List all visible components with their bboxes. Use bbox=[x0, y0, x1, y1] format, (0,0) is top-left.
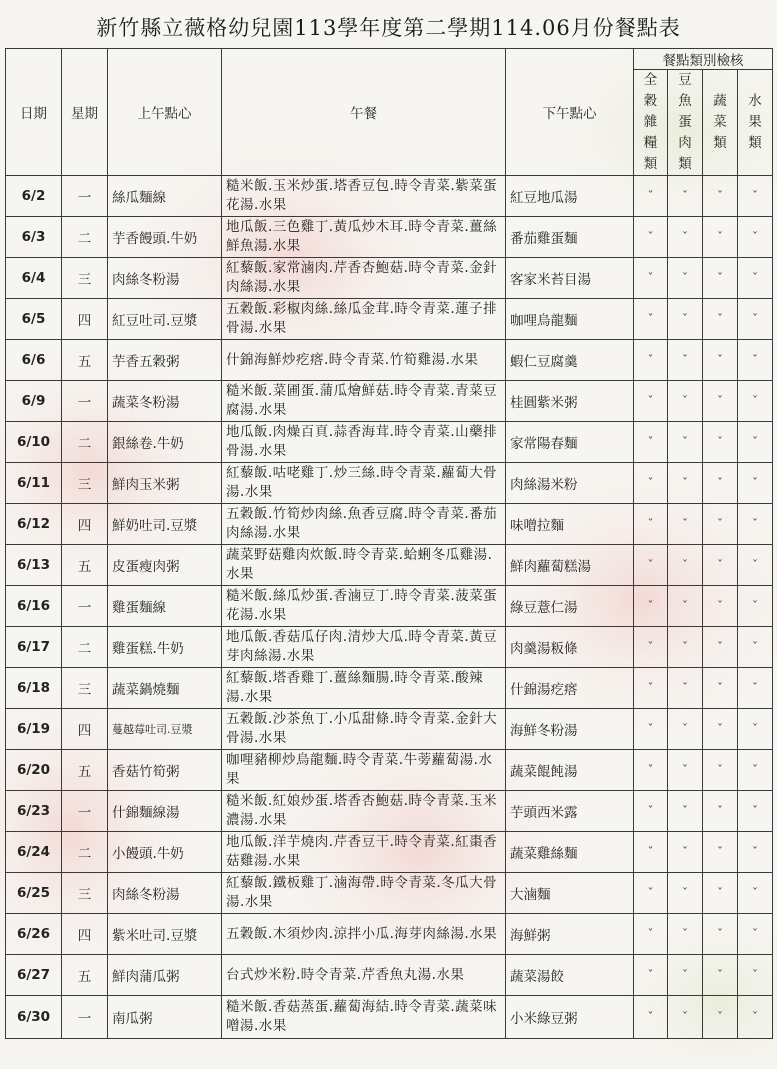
lunch-cell: 五穀飯.沙茶魚丁.小瓜甜條.時令青菜.金針大骨湯.水果 bbox=[222, 709, 506, 750]
header-fruit bbox=[738, 70, 773, 176]
morning-snack-cell: 紫米吐司.豆漿 bbox=[108, 914, 222, 955]
weekday-cell: 二 bbox=[62, 217, 108, 258]
check-grains: ˇ bbox=[634, 791, 668, 832]
check-fruit: ˇ bbox=[738, 217, 773, 258]
check-grains: ˇ bbox=[634, 668, 668, 709]
check-fruit: ˇ bbox=[738, 996, 773, 1039]
morning-snack-cell: 鮮肉玉米粥 bbox=[108, 463, 222, 504]
check-grains: ˇ bbox=[634, 914, 668, 955]
afternoon-snack-cell: 蔬菜餛飩湯 bbox=[506, 750, 634, 791]
morning-snack-cell: 鮮肉蒲瓜粥 bbox=[108, 955, 222, 996]
afternoon-snack-cell: 咖哩烏龍麵 bbox=[506, 299, 634, 340]
morning-snack-cell: 蔬菜冬粉湯 bbox=[108, 381, 222, 422]
check-vegetables: ˇ bbox=[703, 668, 738, 709]
lunch-cell: 紅藜飯.咕咾雞丁.炒三絲.時令青菜.蘿蔔大骨湯.水果 bbox=[222, 463, 506, 504]
morning-snack-cell: 香菇竹筍粥 bbox=[108, 750, 222, 791]
lunch-cell: 糙米飯.香菇蒸蛋.蘿蔔海結.時令青菜.蔬菜味噌湯.水果 bbox=[222, 996, 506, 1039]
lunch-cell: 五穀飯.竹筍炒肉絲.魚香豆腐.時令青菜.番茄肉絲湯.水果 bbox=[222, 504, 506, 545]
header-protein bbox=[668, 70, 703, 176]
header-char: 雜 bbox=[643, 114, 658, 130]
lunch-cell: 紅藜飯.塔香雞丁.薑絲麵腸.時令青菜.酸辣湯.水果 bbox=[222, 668, 506, 709]
weekday-cell: 五 bbox=[62, 340, 108, 381]
weekday-cell: 二 bbox=[62, 422, 108, 463]
header-char: 魚 bbox=[678, 93, 692, 109]
lunch-cell: 地瓜飯.肉燥百頁.蒜香海茸.時令青菜.山藥排骨湯.水果 bbox=[222, 422, 506, 463]
menu-row bbox=[6, 299, 773, 340]
weekday-cell: 四 bbox=[62, 914, 108, 955]
menu-row bbox=[6, 709, 773, 750]
date-cell: 6/25 bbox=[6, 873, 62, 914]
check-protein: ˇ bbox=[668, 627, 703, 668]
date-cell: 6/6 bbox=[6, 340, 62, 381]
morning-snack-cell: 小饅頭.牛奶 bbox=[108, 832, 222, 873]
afternoon-snack-cell: 蔬菜雞絲麵 bbox=[506, 832, 634, 873]
header-grains bbox=[634, 70, 668, 176]
menu-table bbox=[5, 48, 773, 1039]
check-protein: ˇ bbox=[668, 832, 703, 873]
weekday-cell: 三 bbox=[62, 258, 108, 299]
morning-snack-cell: 芋香五穀粥 bbox=[108, 340, 222, 381]
check-vegetables: ˇ bbox=[703, 299, 738, 340]
date-cell: 6/17 bbox=[6, 627, 62, 668]
check-fruit: ˇ bbox=[738, 422, 773, 463]
date-cell: 6/10 bbox=[6, 422, 62, 463]
check-vegetables: ˇ bbox=[703, 422, 738, 463]
afternoon-snack-cell: 紅豆地瓜湯 bbox=[506, 176, 634, 217]
check-vegetables: ˇ bbox=[703, 914, 738, 955]
check-grains: ˇ bbox=[634, 422, 668, 463]
check-vegetables: ˇ bbox=[703, 873, 738, 914]
check-fruit: ˇ bbox=[738, 914, 773, 955]
check-vegetables: ˇ bbox=[703, 791, 738, 832]
menu-row bbox=[6, 504, 773, 545]
date-cell: 6/3 bbox=[6, 217, 62, 258]
weekday-cell: 三 bbox=[62, 873, 108, 914]
morning-snack-cell: 什錦麵線湯 bbox=[108, 791, 222, 832]
check-fruit: ˇ bbox=[738, 791, 773, 832]
check-fruit: ˇ bbox=[738, 709, 773, 750]
check-protein: ˇ bbox=[668, 258, 703, 299]
check-vegetables: ˇ bbox=[703, 709, 738, 750]
date-cell: 6/23 bbox=[6, 791, 62, 832]
afternoon-snack-cell: 鮮肉蘿蔔糕湯 bbox=[506, 545, 634, 586]
weekday-cell: 五 bbox=[62, 750, 108, 791]
check-vegetables: ˇ bbox=[703, 750, 738, 791]
lunch-cell: 紅藜飯.家常滷肉.芹香杏鮑菇.時令青菜.金針肉絲湯.水果 bbox=[222, 258, 506, 299]
date-cell: 6/24 bbox=[6, 832, 62, 873]
check-vegetables: ˇ bbox=[703, 258, 738, 299]
check-protein: ˇ bbox=[668, 545, 703, 586]
check-protein: ˇ bbox=[668, 955, 703, 996]
weekday-cell: 一 bbox=[62, 381, 108, 422]
lunch-cell: 地瓜飯.洋芋燒肉.芹香豆干.時令青菜.紅棗香菇雞湯.水果 bbox=[222, 832, 506, 873]
afternoon-snack-cell: 蔬菜湯餃 bbox=[506, 955, 634, 996]
menu-row bbox=[6, 217, 773, 258]
check-grains: ˇ bbox=[634, 176, 668, 217]
header-lunch: 午餐 bbox=[222, 49, 506, 176]
afternoon-snack-cell: 什錦湯疙瘩 bbox=[506, 668, 634, 709]
afternoon-snack-cell: 大滷麵 bbox=[506, 873, 634, 914]
weekday-cell: 二 bbox=[62, 627, 108, 668]
menu-row bbox=[6, 832, 773, 873]
weekday-cell: 三 bbox=[62, 668, 108, 709]
check-fruit: ˇ bbox=[738, 545, 773, 586]
menu-row bbox=[6, 668, 773, 709]
morning-snack-cell: 絲瓜麵線 bbox=[108, 176, 222, 217]
morning-snack-cell: 雞蛋糕.牛奶 bbox=[108, 627, 222, 668]
weekday-cell: 一 bbox=[62, 996, 108, 1039]
menu-row bbox=[6, 381, 773, 422]
check-fruit: ˇ bbox=[738, 627, 773, 668]
menu-row bbox=[6, 340, 773, 381]
check-protein: ˇ bbox=[668, 750, 703, 791]
header-weekday: 星期 bbox=[62, 49, 108, 176]
check-vegetables: ˇ bbox=[703, 463, 738, 504]
menu-row bbox=[6, 627, 773, 668]
check-vegetables: ˇ bbox=[703, 504, 738, 545]
lunch-cell: 五穀飯.木須炒肉.涼拌小瓜.海芽肉絲湯.水果 bbox=[222, 914, 506, 955]
weekday-cell: 一 bbox=[62, 176, 108, 217]
date-cell: 6/5 bbox=[6, 299, 62, 340]
afternoon-snack-cell: 綠豆薏仁湯 bbox=[506, 586, 634, 627]
check-vegetables: ˇ bbox=[703, 545, 738, 586]
header-morning-snack: 上午點心 bbox=[108, 49, 222, 176]
check-vegetables: ˇ bbox=[703, 381, 738, 422]
check-fruit: ˇ bbox=[738, 668, 773, 709]
check-grains: ˇ bbox=[634, 832, 668, 873]
menu-row bbox=[6, 996, 773, 1039]
morning-snack-cell: 鮮奶吐司.豆漿 bbox=[108, 504, 222, 545]
date-cell: 6/26 bbox=[6, 914, 62, 955]
header-char: 水 bbox=[748, 93, 762, 109]
weekday-cell: 四 bbox=[62, 299, 108, 340]
header-char: 類 bbox=[713, 135, 727, 151]
page-title: 新竹縣立薇格幼兒園113學年度第二學期114.06月份餐點表 bbox=[96, 16, 681, 40]
check-fruit: ˇ bbox=[738, 586, 773, 627]
header-date: 日期 bbox=[6, 49, 62, 176]
header-vegetables bbox=[703, 70, 738, 176]
menu-row bbox=[6, 586, 773, 627]
afternoon-snack-cell: 味噌拉麵 bbox=[506, 504, 634, 545]
lunch-cell: 五穀飯.彩椒肉絲.絲瓜金茸.時令青菜.蓮子排骨湯.水果 bbox=[222, 299, 506, 340]
weekday-cell: 一 bbox=[62, 791, 108, 832]
lunch-cell: 糙米飯.菜圃蛋.蒲瓜燴鮮菇.時令青菜.青菜豆腐湯.水果 bbox=[222, 381, 506, 422]
check-fruit: ˇ bbox=[738, 340, 773, 381]
morning-snack-cell: 蔬菜鍋燒麵 bbox=[108, 668, 222, 709]
weekday-cell: 四 bbox=[62, 709, 108, 750]
morning-snack-cell: 南瓜粥 bbox=[108, 996, 222, 1039]
menu-row bbox=[6, 873, 773, 914]
date-cell: 6/2 bbox=[6, 176, 62, 217]
afternoon-snack-cell: 肉羹湯粄條 bbox=[506, 627, 634, 668]
menu-row bbox=[6, 463, 773, 504]
check-protein: ˇ bbox=[668, 709, 703, 750]
morning-snack-cell: 雞蛋麵線 bbox=[108, 586, 222, 627]
menu-row bbox=[6, 422, 773, 463]
afternoon-snack-cell: 蝦仁豆腐羹 bbox=[506, 340, 634, 381]
check-protein: ˇ bbox=[668, 586, 703, 627]
check-fruit: ˇ bbox=[738, 463, 773, 504]
check-protein: ˇ bbox=[668, 504, 703, 545]
header-char: 菜 bbox=[713, 114, 727, 130]
check-fruit: ˇ bbox=[738, 873, 773, 914]
weekday-cell: 五 bbox=[62, 955, 108, 996]
morning-snack-cell: 蔓越莓吐司.豆漿 bbox=[108, 709, 222, 750]
check-grains: ˇ bbox=[634, 258, 668, 299]
check-fruit: ˇ bbox=[738, 381, 773, 422]
menu-row bbox=[6, 914, 773, 955]
check-grains: ˇ bbox=[634, 627, 668, 668]
check-vegetables: ˇ bbox=[703, 627, 738, 668]
afternoon-snack-cell: 小米綠豆粥 bbox=[506, 996, 634, 1039]
check-fruit: ˇ bbox=[738, 955, 773, 996]
date-cell: 6/19 bbox=[6, 709, 62, 750]
check-protein: ˇ bbox=[668, 463, 703, 504]
date-cell: 6/27 bbox=[6, 955, 62, 996]
check-protein: ˇ bbox=[668, 299, 703, 340]
morning-snack-cell: 皮蛋瘦肉粥 bbox=[108, 545, 222, 586]
check-vegetables: ˇ bbox=[703, 340, 738, 381]
check-protein: ˇ bbox=[668, 422, 703, 463]
header-afternoon-snack: 下午點心 bbox=[506, 49, 634, 176]
lunch-cell: 蔬菜野菇雞肉炊飯.時令青菜.蛤蜊冬瓜雞湯.水果 bbox=[222, 545, 506, 586]
check-vegetables: ˇ bbox=[703, 217, 738, 258]
check-fruit: ˇ bbox=[738, 258, 773, 299]
check-protein: ˇ bbox=[668, 668, 703, 709]
lunch-cell: 地瓜飯.三色雞丁.黃瓜炒木耳.時令青菜.薑絲鮮魚湯.水果 bbox=[222, 217, 506, 258]
check-fruit: ˇ bbox=[738, 299, 773, 340]
check-grains: ˇ bbox=[634, 873, 668, 914]
check-grains: ˇ bbox=[634, 545, 668, 586]
check-vegetables: ˇ bbox=[703, 832, 738, 873]
check-grains: ˇ bbox=[634, 217, 668, 258]
lunch-cell: 糙米飯.紅娘炒蛋.塔香杏鮑菇.時令青菜.玉米濃湯.水果 bbox=[222, 791, 506, 832]
morning-snack-cell: 芋香饅頭.牛奶 bbox=[108, 217, 222, 258]
check-vegetables: ˇ bbox=[703, 176, 738, 217]
date-cell: 6/4 bbox=[6, 258, 62, 299]
check-fruit: ˇ bbox=[738, 750, 773, 791]
afternoon-snack-cell: 肉絲湯米粉 bbox=[506, 463, 634, 504]
weekday-cell: 三 bbox=[62, 463, 108, 504]
menu-row bbox=[6, 258, 773, 299]
weekday-cell: 四 bbox=[62, 504, 108, 545]
check-protein: ˇ bbox=[668, 176, 703, 217]
check-grains: ˇ bbox=[634, 299, 668, 340]
check-grains: ˇ bbox=[634, 504, 668, 545]
date-cell: 6/11 bbox=[6, 463, 62, 504]
date-cell: 6/12 bbox=[6, 504, 62, 545]
header-char: 類 bbox=[678, 156, 692, 172]
check-grains: ˇ bbox=[634, 996, 668, 1039]
header-char: 糧 bbox=[643, 135, 658, 151]
date-cell: 6/20 bbox=[6, 750, 62, 791]
header-char: 類 bbox=[643, 156, 658, 172]
afternoon-snack-cell: 客家米苔目湯 bbox=[506, 258, 634, 299]
header-char: 蛋 bbox=[678, 114, 692, 130]
check-fruit: ˇ bbox=[738, 504, 773, 545]
check-grains: ˇ bbox=[634, 340, 668, 381]
check-protein: ˇ bbox=[668, 873, 703, 914]
header-char: 肉 bbox=[678, 135, 692, 151]
afternoon-snack-cell: 番茄雞蛋麵 bbox=[506, 217, 634, 258]
morning-snack-cell: 紅豆吐司.豆漿 bbox=[108, 299, 222, 340]
check-protein: ˇ bbox=[668, 217, 703, 258]
lunch-cell: 紅藜飯.鐵板雞丁.滷海帶.時令青菜.冬瓜大骨湯.水果 bbox=[222, 873, 506, 914]
check-protein: ˇ bbox=[668, 381, 703, 422]
morning-snack-cell: 銀絲卷.牛奶 bbox=[108, 422, 222, 463]
afternoon-snack-cell: 海鮮粥 bbox=[506, 914, 634, 955]
check-vegetables: ˇ bbox=[703, 586, 738, 627]
header-check-group: 餐點類別檢核 bbox=[634, 49, 773, 70]
menu-row bbox=[6, 791, 773, 832]
menu-row bbox=[6, 955, 773, 996]
check-protein: ˇ bbox=[668, 914, 703, 955]
check-grains: ˇ bbox=[634, 750, 668, 791]
header-char: 類 bbox=[748, 135, 762, 151]
date-cell: 6/13 bbox=[6, 545, 62, 586]
afternoon-snack-cell: 桂圓紫米粥 bbox=[506, 381, 634, 422]
header-char: 豆 bbox=[678, 72, 692, 88]
afternoon-snack-cell: 芋頭西米露 bbox=[506, 791, 634, 832]
afternoon-snack-cell: 家常陽春麵 bbox=[506, 422, 634, 463]
lunch-cell: 什錦海鮮炒疙瘩.時令青菜.竹筍雞湯.水果 bbox=[222, 340, 506, 381]
header-char: 穀 bbox=[643, 93, 658, 109]
check-grains: ˇ bbox=[634, 381, 668, 422]
check-fruit: ˇ bbox=[738, 832, 773, 873]
header-char: 果 bbox=[748, 114, 762, 130]
header-char: 全 bbox=[643, 72, 658, 88]
afternoon-snack-cell: 海鮮冬粉湯 bbox=[506, 709, 634, 750]
check-fruit: ˇ bbox=[738, 176, 773, 217]
check-grains: ˇ bbox=[634, 586, 668, 627]
lunch-cell: 台式炒米粉.時令青菜.芹香魚丸湯.水果 bbox=[222, 955, 506, 996]
weekday-cell: 二 bbox=[62, 832, 108, 873]
lunch-cell: 糙米飯.絲瓜炒蛋.香滷豆丁.時令青菜.菠菜蛋花湯.水果 bbox=[222, 586, 506, 627]
check-vegetables: ˇ bbox=[703, 955, 738, 996]
check-vegetables: ˇ bbox=[703, 996, 738, 1039]
lunch-cell: 咖哩豬柳炒烏龍麵.時令青菜.牛蒡蘿蔔湯.水果 bbox=[222, 750, 506, 791]
date-cell: 6/9 bbox=[6, 381, 62, 422]
morning-snack-cell: 肉絲冬粉湯 bbox=[108, 873, 222, 914]
menu-row bbox=[6, 545, 773, 586]
menu-row bbox=[6, 176, 773, 217]
check-protein: ˇ bbox=[668, 340, 703, 381]
lunch-cell: 地瓜飯.香菇瓜仔肉.清炒大瓜.時令青菜.黃豆芽肉絲湯.水果 bbox=[222, 627, 506, 668]
weekday-cell: 一 bbox=[62, 586, 108, 627]
check-grains: ˇ bbox=[634, 463, 668, 504]
check-protein: ˇ bbox=[668, 996, 703, 1039]
date-cell: 6/30 bbox=[6, 996, 62, 1039]
date-cell: 6/16 bbox=[6, 586, 62, 627]
menu-row bbox=[6, 750, 773, 791]
morning-snack-cell: 肉絲冬粉湯 bbox=[108, 258, 222, 299]
weekday-cell: 五 bbox=[62, 545, 108, 586]
date-cell: 6/18 bbox=[6, 668, 62, 709]
check-grains: ˇ bbox=[634, 709, 668, 750]
check-protein: ˇ bbox=[668, 791, 703, 832]
lunch-cell: 糙米飯.玉米炒蛋.塔香豆包.時令青菜.紫菜蛋花湯.水果 bbox=[222, 176, 506, 217]
check-grains: ˇ bbox=[634, 955, 668, 996]
header-char: 蔬 bbox=[713, 93, 727, 109]
